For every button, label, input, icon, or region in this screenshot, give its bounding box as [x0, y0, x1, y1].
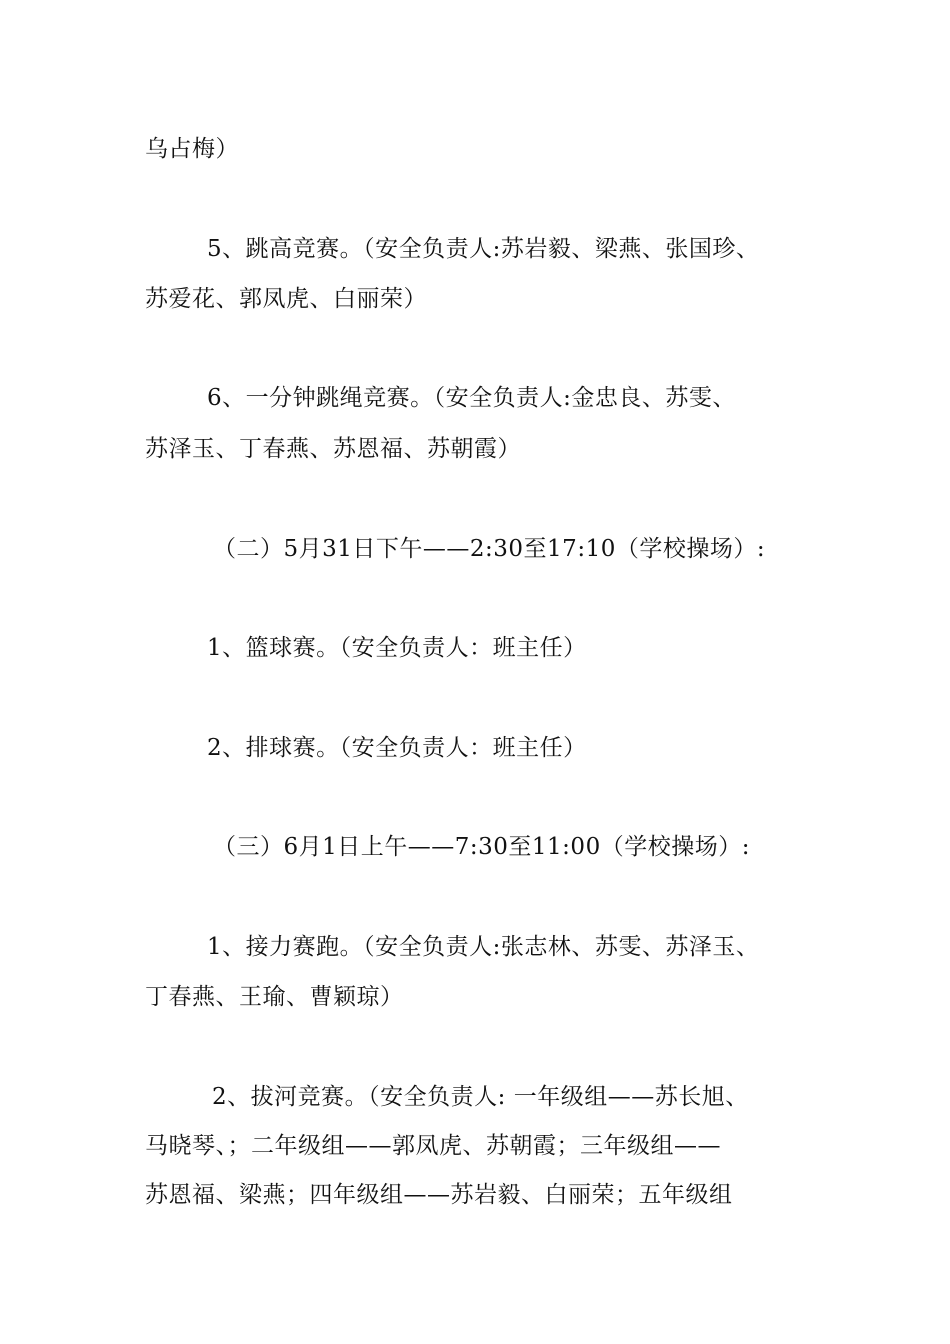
paragraph-line: 马晓琴、；二年级组——郭凤虎、苏朝霞；三年级组—— [145, 1133, 721, 1159]
paragraph-line: 乌占梅） [145, 136, 239, 162]
paragraph-line: 2、拔河竞赛。（安全负责人: 一年级组——苏长旭、 [212, 1084, 749, 1110]
paragraph-line: 1、接力赛跑。（安全负责人:张志林、苏雯、苏泽玉、 [207, 934, 760, 960]
paragraph-line: 6、一分钟跳绳竞赛。（安全负责人:金忠良、苏雯、 [207, 385, 736, 411]
paragraph-line: 苏恩福、梁燕；四年级组——苏岩毅、白丽荣；五年级组 [145, 1182, 733, 1208]
paragraph-line: 2、排球赛。（安全负责人：班主任） [207, 735, 587, 761]
paragraph-line: 1、篮球赛。（安全负责人：班主任） [207, 635, 587, 661]
paragraph-line: 5、跳高竞赛。（安全负责人:苏岩毅、梁燕、张国珍、 [207, 236, 760, 262]
section-heading: （三）6月1日上午——7:30至11:00（学校操场）: [213, 834, 750, 860]
paragraph-line: 苏爱花、郭凤虎、白丽荣） [145, 286, 427, 312]
paragraph-line: 苏泽玉、丁春燕、苏恩福、苏朝霞） [145, 436, 521, 462]
paragraph-line: 丁春燕、王瑜、曹颖琼） [145, 984, 404, 1010]
section-heading: （二）5月31日下午——2:30至17:10（学校操场）: [213, 536, 766, 562]
